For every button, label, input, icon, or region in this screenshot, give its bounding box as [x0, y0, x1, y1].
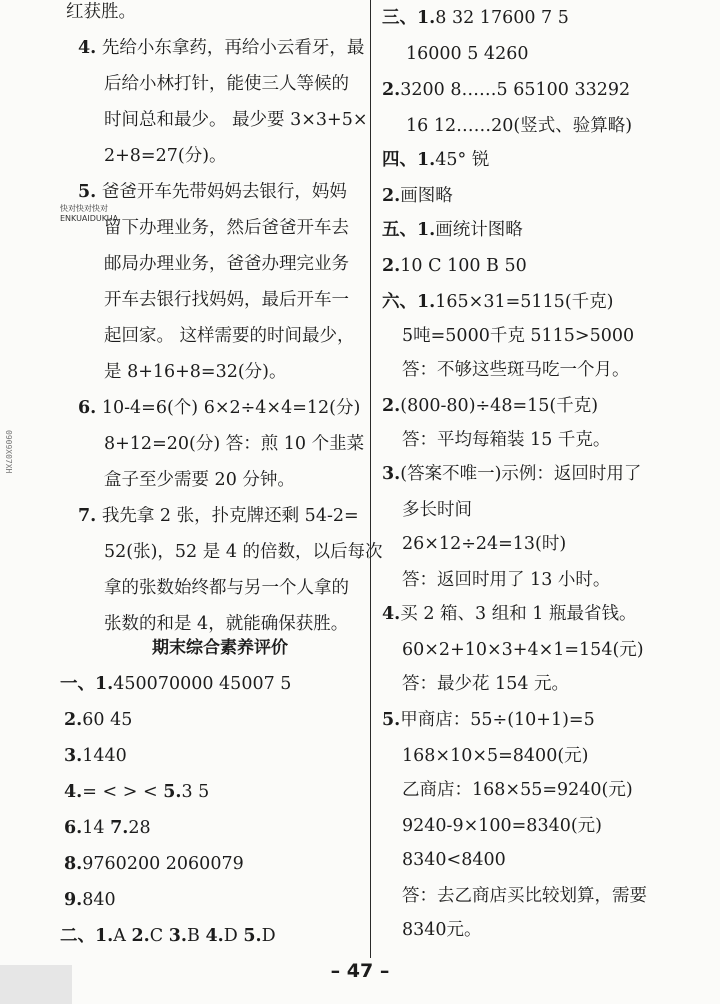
- answer-row: 2.10 C 100 B 50: [382, 256, 527, 276]
- side-code: 0909X07XH: [4, 430, 13, 474]
- answer-row: 9.840: [64, 890, 116, 910]
- answer-row: 3.(答案不唯一)示例：返回时用了: [382, 464, 642, 484]
- answer-7: 7. 我先拿 2 张，扑克牌还剩 54-2=: [78, 506, 359, 526]
- text-line: 留下办理业务，然后爸爸开车去: [104, 218, 349, 238]
- answer-row: 6.14 7.28: [64, 818, 151, 838]
- text-line: 8340<8400: [402, 850, 506, 870]
- answer-row: 4.买 2 箱、3 组和 1 瓶最省钱。: [382, 604, 637, 624]
- answer-6: 6. 10-4=6(个) 6×2÷4×4=12(分): [78, 398, 361, 418]
- section-heading: 期末综合素养评价: [152, 638, 288, 658]
- stamp-text: [60, 204, 118, 224]
- text-line: 16000 5 4260: [406, 44, 529, 64]
- text-line: 答：最少花 154 元。: [402, 674, 570, 694]
- text-line: 时间总和最少。 最少要 3×3+5×: [104, 110, 368, 130]
- answer-row: 五、1.画统计图略: [382, 220, 523, 240]
- text-line: 9240-9×100=8340(元): [402, 816, 603, 836]
- text-line: 60×2+10×3+4×1=154(元): [402, 640, 644, 660]
- text-line: 张数的和是 4，就能确保获胜。: [104, 614, 349, 634]
- stamp-line: ENKUAIDUKUA: [60, 214, 119, 223]
- text-line: 拿的张数始终都与另一个人拿的: [104, 578, 349, 598]
- answer-row: 2.画图略: [382, 186, 453, 206]
- text-line: 5吨=5000千克 5115>5000: [402, 326, 635, 346]
- text-line: 开车去银行找妈妈，最后开车一: [104, 290, 349, 310]
- text-line: 多长时间: [402, 500, 472, 520]
- answer-row: 六、1.165×31=5115(千克): [382, 292, 614, 312]
- column-divider: [370, 0, 371, 958]
- text-line: 16 12……20(竖式、验算略): [406, 116, 633, 136]
- answer-row: 8.9760200 2060079: [64, 854, 244, 874]
- answer-row: 三、1.8 32 17600 7 5: [382, 8, 569, 28]
- text-line: 起回家。 这样需要的时间最少，: [104, 326, 355, 346]
- answer-row: 2.60 45: [64, 710, 133, 730]
- answer-row: 四、1.45° 锐: [382, 150, 490, 170]
- text-line: 盒子至少需要 20 分钟。: [104, 470, 295, 490]
- answer-row: 5.甲商店：55÷(10+1)=5: [382, 710, 595, 730]
- text-line: 答：返回时用了 13 小时。: [402, 570, 611, 590]
- corner-shade: [0, 965, 72, 1004]
- answer-5: 5. 爸爸开车先带妈妈去银行，妈妈: [78, 182, 347, 202]
- answer-row: 3.1440: [64, 746, 127, 766]
- page-number: – 47 –: [330, 960, 390, 982]
- answer-row: 4.= < > < 5.3 5: [64, 782, 210, 802]
- text-line: 26×12÷24=13(时): [402, 534, 567, 554]
- text-line: 红获胜。: [66, 2, 136, 22]
- text-line: 8340元。: [402, 920, 482, 940]
- text-line: 2+8=27(分)。: [104, 146, 227, 166]
- text-line: 是 8+16+8=32(分)。: [104, 362, 287, 382]
- text-line: 乙商店：168×55=9240(元): [402, 780, 633, 800]
- stamp-line: 快对快对快对: [60, 204, 108, 213]
- text-line: 8+12=20(分) 答：煎 10 个韭菜: [104, 434, 365, 454]
- answer-row: 二、1.A 2.C 3.B 4.D 5.D: [60, 926, 276, 946]
- text-line: 后给小林打针，能使三人等候的: [104, 74, 349, 94]
- text-line: 52(张)，52 是 4 的倍数，以后每次: [104, 542, 383, 562]
- text-line: 168×10×5=8400(元): [402, 746, 589, 766]
- text-line: 答：去乙商店买比较划算，需要: [402, 886, 647, 906]
- answer-row: 一、1.450070000 45007 5: [60, 674, 292, 694]
- text-line: 答：平均每箱装 15 千克。: [402, 430, 611, 450]
- text-line: 邮局办理业务，爸爸办理完业务: [104, 254, 349, 274]
- answer-4: 4. 先给小东拿药，再给小云看牙，最: [78, 38, 365, 58]
- answer-row: 2.3200 8……5 65100 33292: [382, 80, 631, 100]
- answer-row: 2.(800-80)÷48=15(千克): [382, 396, 599, 416]
- text-line: 答：不够这些斑马吃一个月。: [402, 360, 630, 380]
